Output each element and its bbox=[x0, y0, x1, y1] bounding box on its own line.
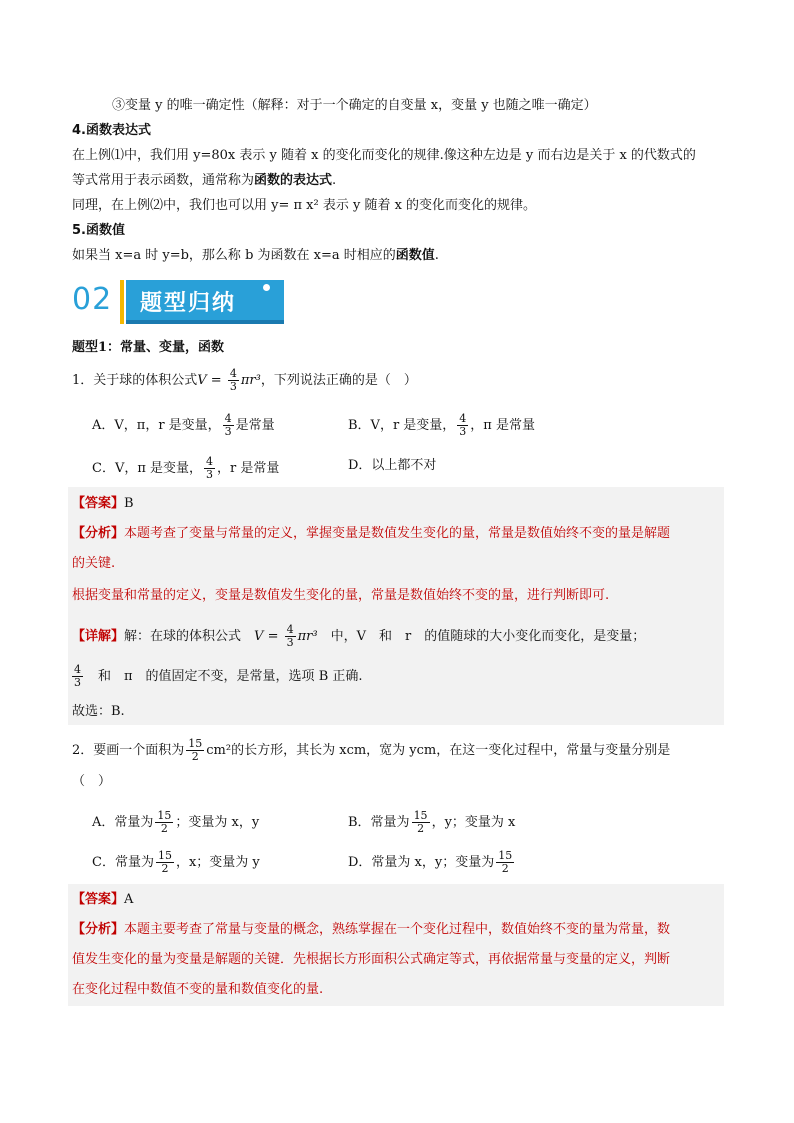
q1-stem bbox=[72, 368, 417, 393]
q2-option-c[interactable] bbox=[92, 850, 260, 875]
detail-text-post: 中，V 和 r 的值随球的大小变化而变化，是变量； bbox=[330, 629, 646, 644]
option-text-post: ，π 是常量 bbox=[470, 418, 535, 433]
p4b-bold: 函数的表达式 bbox=[254, 173, 333, 188]
frac-num: 4 bbox=[459, 412, 467, 425]
frac-num: 4 bbox=[224, 412, 232, 425]
answer-tag: 【答案】 bbox=[72, 496, 125, 511]
option-text: C．V，π 是变量， bbox=[92, 461, 203, 476]
frac-den: 3 bbox=[286, 636, 294, 649]
q1-formula-tail: πr³ bbox=[240, 373, 261, 388]
q2-analysis-3: 在变化过程中数值不变的量和数值变化的量. bbox=[72, 982, 324, 997]
q2-option-a[interactable] bbox=[92, 810, 259, 835]
frac-num: 15 bbox=[413, 809, 428, 822]
frac-num: 15 bbox=[157, 809, 172, 822]
frac-num: 15 bbox=[157, 849, 172, 862]
q2-stem-fraction bbox=[186, 738, 204, 763]
option-text: B．常量为 bbox=[348, 815, 410, 830]
q2-stem-paren: （ ） bbox=[72, 774, 112, 789]
paragraph-4b bbox=[72, 171, 336, 191]
q2-stem-post: cm²的长方形，其长为 xcm，宽为 ycm，在这一变化过程中，常量与变量分别是 bbox=[206, 743, 671, 758]
answer-value: A bbox=[124, 892, 134, 907]
frac-den: 3 bbox=[224, 425, 232, 438]
frac-num: 4 bbox=[206, 455, 214, 468]
option-text-post: ，y；变量为 x bbox=[431, 815, 516, 830]
option-text: C．常量为 bbox=[92, 855, 154, 870]
p5-pre: 如果当 x=a 时 y=b，那么称 b 为函数在 x=a 时相应的 bbox=[72, 248, 396, 263]
q1-detail-1 bbox=[72, 624, 645, 649]
analysis-tag: 【分析】 bbox=[72, 922, 125, 937]
option-fraction bbox=[156, 850, 174, 875]
q1-formula: V = bbox=[197, 373, 226, 388]
banner-dot-icon bbox=[263, 284, 270, 291]
paragraph-5 bbox=[72, 246, 439, 266]
banner-accent-bar bbox=[120, 280, 124, 324]
q1-analysis-1 bbox=[72, 524, 670, 544]
frac-den: 3 bbox=[229, 380, 237, 393]
frac-num: 4 bbox=[74, 663, 81, 676]
option-text: A．常量为 bbox=[92, 815, 154, 830]
q1-option-a[interactable] bbox=[92, 413, 275, 438]
option-fraction bbox=[496, 850, 514, 875]
frac-den: 2 bbox=[501, 862, 509, 875]
detail-text: 和 π 的值固定不变，是常量，选项 B 正确. bbox=[98, 669, 363, 684]
detail-fraction bbox=[285, 624, 296, 649]
option-text-post: ；变量为 x，y bbox=[175, 815, 260, 830]
option-text-post: ，r 是常量 bbox=[217, 461, 280, 476]
property-item-3: ③变量 y 的唯一确定性（解释：对于一个确定的自变量 x，变量 y 也随之唯一确定） bbox=[112, 98, 597, 113]
q1-answer bbox=[72, 494, 134, 514]
option-fraction bbox=[457, 413, 468, 438]
q1-stem-post: ，下列说法正确的是（ ） bbox=[260, 373, 417, 388]
q1-stem-fraction bbox=[228, 368, 239, 393]
q2-stem-pre: 2．要画一个面积为 bbox=[72, 743, 185, 758]
q1-solution-box bbox=[68, 487, 724, 725]
detail-tag: 【详解】 bbox=[72, 629, 125, 644]
banner-number: 02 bbox=[72, 282, 113, 317]
q2-option-b[interactable] bbox=[348, 810, 515, 835]
option-fraction bbox=[204, 456, 215, 481]
option-text-post: ，x；变量为 y bbox=[175, 855, 260, 870]
frac-den: 2 bbox=[160, 822, 168, 835]
p5-bold: 函数值 bbox=[395, 248, 435, 263]
banner-title: 题型归纳 bbox=[140, 291, 237, 316]
q1-detail-3: 故选：B. bbox=[72, 704, 125, 719]
frac-den: 3 bbox=[459, 425, 467, 438]
analysis-text: 本题考查了变量与常量的定义，掌握变量是数值发生变化的量，常量是数值始终不变的量是解题 bbox=[124, 526, 671, 541]
p5-post: . bbox=[434, 248, 439, 263]
detail-fraction bbox=[72, 664, 83, 689]
frac-num: 15 bbox=[498, 849, 513, 862]
q1-detail-2 bbox=[72, 664, 363, 689]
option-fraction bbox=[155, 810, 173, 835]
answer-value: B bbox=[124, 496, 134, 511]
heading-5: 5.函数值 bbox=[72, 223, 125, 238]
q1-option-d[interactable]: D．以上都不对 bbox=[348, 458, 437, 473]
q2-option-d[interactable] bbox=[348, 850, 516, 875]
frac-den: 3 bbox=[74, 676, 81, 689]
p4b-post: . bbox=[332, 173, 337, 188]
detail-text: 解：在球的体积公式 bbox=[124, 629, 242, 644]
banner-title-box bbox=[126, 280, 284, 324]
q2-answer bbox=[72, 890, 133, 910]
q1-option-c[interactable] bbox=[92, 456, 279, 481]
frac-num: 15 bbox=[188, 737, 203, 750]
q2-analysis-1 bbox=[72, 920, 670, 940]
frac-den: 2 bbox=[417, 822, 425, 835]
frac-num: 4 bbox=[229, 367, 237, 380]
analysis-text: 本题主要考查了常量与变量的概念，熟练掌握在一个变化过程中，数值始终不变的量为常量，数 bbox=[124, 922, 671, 937]
option-text: B．V，r 是变量， bbox=[348, 418, 456, 433]
paragraph-4c: 同理，在上例⑵中，我们也可以用 y= π x² 表示 y 随着 x 的变化而变化的规律。 bbox=[72, 198, 537, 213]
frac-num: 4 bbox=[286, 623, 294, 636]
q2-analysis-2: 值发生变化的量为变量是解题的关键．先根据长方形面积公式确定等式，再依据常量与变量的定义，判断 bbox=[72, 952, 671, 967]
q1-analysis-3: 根据变量和常量的定义，变量是数值发生变化的量，常量是数值始终不变的量，进行判断即可. bbox=[72, 588, 610, 603]
analysis-tag: 【分析】 bbox=[72, 526, 125, 541]
frac-den: 3 bbox=[206, 468, 214, 481]
option-text-post: 是常量 bbox=[235, 418, 275, 433]
section-banner bbox=[72, 278, 284, 324]
frac-den: 2 bbox=[161, 862, 169, 875]
q1-analysis-2: 的关键. bbox=[72, 556, 116, 571]
p4b-pre: 等式常用于表示函数，通常称为 bbox=[72, 173, 255, 188]
section-title: 题型1：常量、变量，函数 bbox=[72, 340, 225, 355]
option-text: D．常量为 x，y；变量为 bbox=[348, 855, 495, 870]
detail-formula-tail: πr³ bbox=[297, 629, 318, 644]
frac-den: 2 bbox=[191, 750, 199, 763]
paragraph-4a: 在上例⑴中，我们用 y=80x 表示 y 随着 x 的变化而变化的规律.像这种左边是 y 而右边是关于 x 的代数式的 bbox=[72, 148, 696, 163]
q1-option-b[interactable] bbox=[348, 413, 535, 438]
q1-stem-pre: 1．关于球的体积公式 bbox=[72, 373, 198, 388]
heading-4: 4.函数表达式 bbox=[72, 123, 151, 138]
answer-tag: 【答案】 bbox=[72, 892, 125, 907]
detail-formula: V = bbox=[254, 629, 283, 644]
q2-stem bbox=[72, 738, 670, 763]
option-fraction bbox=[412, 810, 430, 835]
option-fraction bbox=[223, 413, 234, 438]
option-text: A．V，π，r 是变量， bbox=[92, 418, 221, 433]
